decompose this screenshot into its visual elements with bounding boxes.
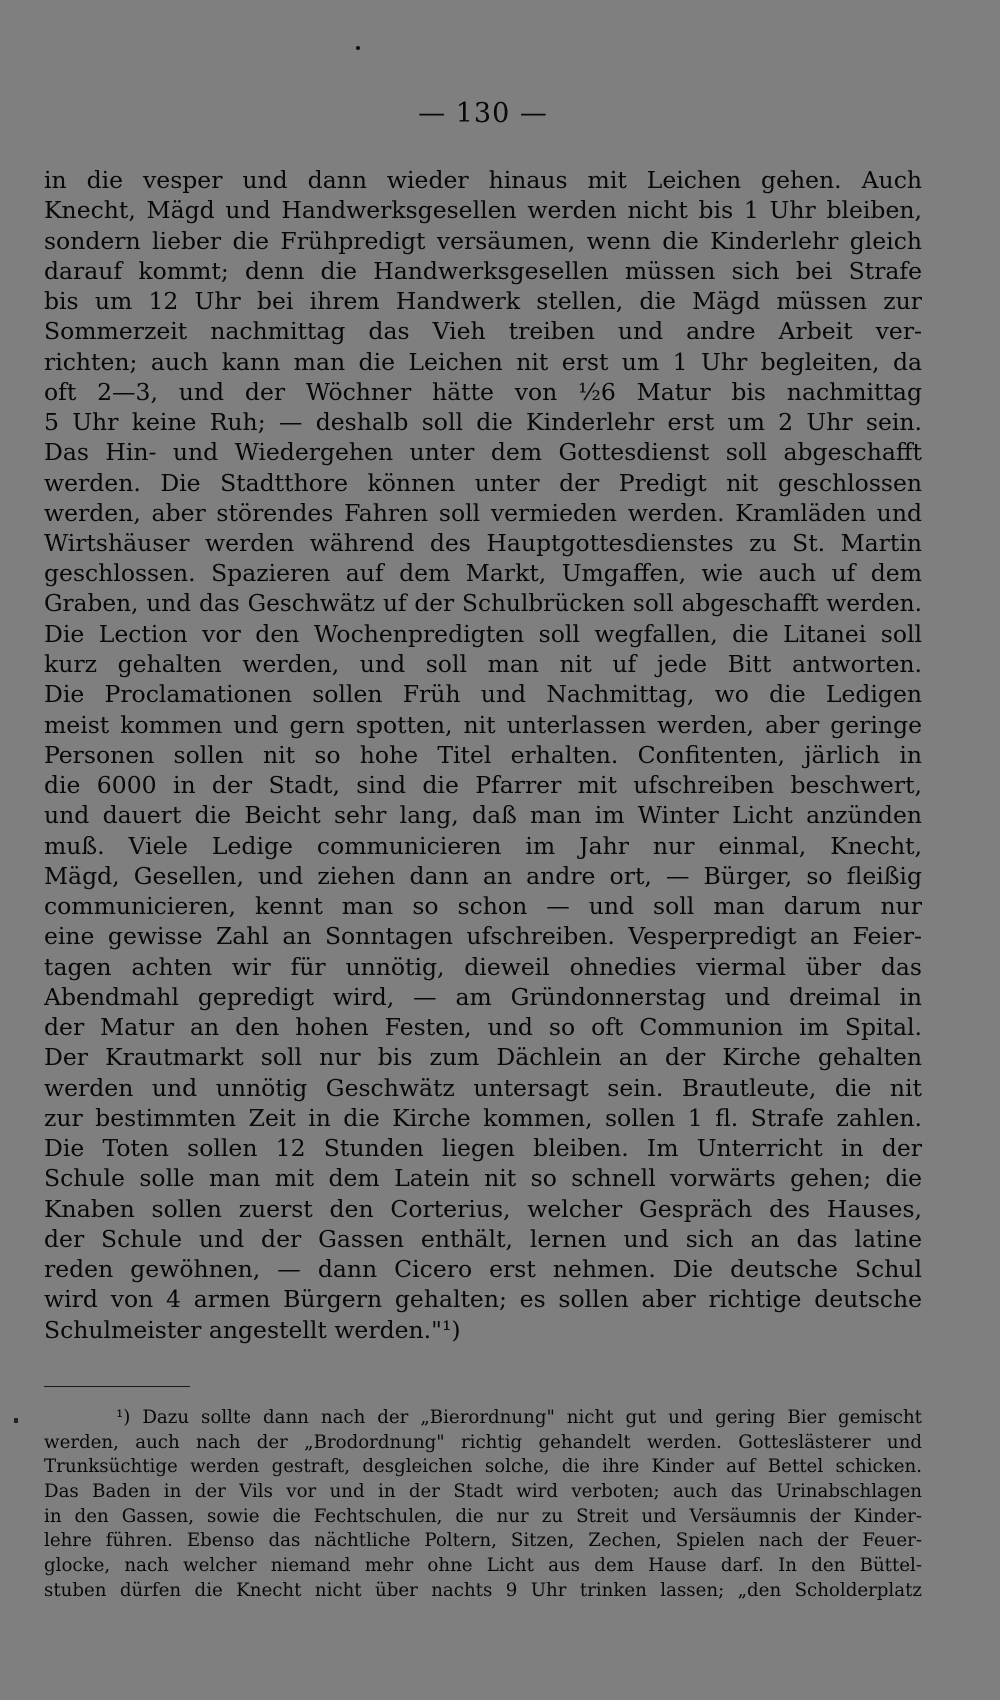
text-line: werden und unnötig Geschwätz untersagt sein. Brautleute, die nit	[44, 1073, 922, 1102]
text-line: Abendmahl gepredigt wird, — am Gründonnerstag und dreimal in	[44, 982, 922, 1011]
footnote-rule	[44, 1386, 190, 1387]
text-line: in die vesper und dann wieder hinaus mit Leichen gehen. Auch	[44, 166, 922, 194]
text-line: Schule solle man mit dem Latein nit so schnell vorwärts gehen; die	[44, 1164, 922, 1193]
text-line: zur bestimmten Zeit in die Kirche kommen, sollen 1 fl. Strafe zahlen.	[44, 1103, 922, 1132]
text-line: reden gewöhnen, — dann Cicero erst nehmen. Die deutsche Schul	[44, 1255, 922, 1283]
body-text	[44, 165, 922, 1345]
text-line: eine gewisse Zahl an Sonntagen ufschreiben. Vesperpredigt an Feier-	[44, 922, 922, 951]
text-line: Die Lection vor den Wochenpredigten soll wegfallen, die Litanei soll	[44, 619, 922, 648]
text-line: tagen achten wir für unnötig, dieweil ohnedies viermal über das	[44, 952, 922, 981]
text-line: kurz gehalten werden, und soll man nit uf jede Bitt antworten.	[44, 650, 922, 678]
text-line: Knecht, Mägd und Handwerksgesellen werden nicht bis 1 Uhr bleiben,	[44, 196, 922, 225]
text-line: Knaben sollen zuerst den Corterius, welcher Gespräch des Hauses,	[44, 1194, 922, 1223]
text-line: bis um 12 Uhr bei ihrem Handwerk stellen, die Mägd müssen zur	[44, 287, 922, 315]
text-line: communicieren, kennt man so schon — und soll man darum nur	[44, 892, 922, 920]
text-line: Graben, und das Geschwätz uf der Schulbrücken soll abgeschafft werden.	[44, 589, 922, 617]
text-line: meist kommen und gern spotten, nit unterlassen werden, aber geringe	[44, 710, 922, 739]
footnote-line: werden, auch nach der „Brodordnung" richtig gehandelt werden. Gotteslästerer und	[44, 1431, 922, 1453]
text-line: darauf kommt; denn die Handwerksgesellen müssen sich bei Strafe	[44, 256, 922, 285]
text-line: richten; auch kann man die Leichen nit erst um 1 Uhr begleiten, da	[44, 347, 922, 376]
text-line: wird von 4 armen Bürgern gehalten; es sollen aber richtige deutsche	[44, 1285, 922, 1314]
text-line: und dauert die Beicht sehr lang, daß man im Winter Licht anzünden	[44, 801, 922, 830]
text-line: Das Hin- und Wiedergehen unter dem Gottesdienst soll abgeschafft	[44, 438, 922, 467]
text-line: Die Proclamationen sollen Früh und Nachmittag, wo die Ledigen	[44, 680, 922, 709]
text-line: Sommerzeit nachmittag das Vieh treiben und andre Arbeit ver-	[44, 317, 922, 346]
text-line: muß. Viele Ledige communicieren im Jahr nur einmal, Knecht,	[44, 831, 922, 860]
footnote-line: stuben dürfen die Knecht nicht über nachts 9 Uhr trinken lassen; „den Scholderplatz	[44, 1579, 922, 1601]
footnote-line: Das Baden in der Vils vor und in der Stadt wird verboten; auch das Urinabschlagen	[44, 1481, 922, 1503]
page-number: — 130 —	[418, 98, 548, 129]
text-line: werden. Die Stadtthore können unter der Predigt nit geschlossen	[44, 468, 922, 497]
footnote-line: glocke, nach welcher niemand mehr ohne Licht aus dem Hause darf. In den Büttel-	[44, 1555, 922, 1577]
footnote	[44, 1406, 922, 1604]
ink-speck	[356, 46, 360, 50]
text-line: der Matur an den hohen Festen, und so oft Communion im Spital.	[44, 1013, 922, 1041]
footnote-line: lehre führen. Ebenso das nächtliche Poltern, Sitzen, Zechen, Spielen nach der Feuer-	[44, 1530, 922, 1552]
text-line: Personen sollen nit so hohe Titel erhalten. Confitenten, järlich in	[44, 740, 922, 769]
text-line: Mägd, Gesellen, und ziehen dann an andre ort, — Bürger, so fleißig	[44, 861, 922, 890]
text-line: Der Krautmarkt soll nur bis zum Dächlein an der Kirche gehalten	[44, 1043, 922, 1072]
text-line: oft 2—3, und der Wöchner hätte von ½6 Matur bis nachmittag	[44, 377, 922, 406]
footnote-line: in den Gassen, sowie die Fechtschulen, die nur zu Streit und Versäumnis der Kinder-	[44, 1505, 922, 1527]
text-line: 5 Uhr keine Ruh; — deshalb soll die Kinderlehr erst um 2 Uhr sein.	[44, 408, 922, 436]
text-line: sondern lieber die Frühpredigt versäumen, wenn die Kinderlehr gleich	[44, 226, 922, 255]
text-line: Wirtshäuser werden während des Hauptgottesdienstes zu St. Martin	[44, 529, 922, 557]
text-line: geschlossen. Spazieren auf dem Markt, Umgaffen, wie auch uf dem	[44, 559, 922, 588]
ink-speck	[14, 1418, 18, 1423]
text-line: Die Toten sollen 12 Stunden liegen bleiben. Im Unterricht in der	[44, 1134, 922, 1162]
text-line: werden, aber störendes Fahren soll vermieden werden. Kramläden und	[44, 498, 922, 527]
text-line: Schulmeister angestellt werden."¹)	[44, 1315, 461, 1344]
text-line: der Schule und der Gassen enthält, lernen und sich an das latine	[44, 1224, 922, 1253]
footnote-line: ¹) Dazu sollte dann nach der „Bierordnung" nicht gut und gering Bier gemischt	[116, 1407, 922, 1428]
footnote-line: Trunksüchtige werden gestraft, desgleichen solche, die ihre Kinder auf Bettel schicken.	[44, 1456, 922, 1478]
text-line: die 6000 in der Stadt, sind die Pfarrer mit ufschreiben beschwert,	[44, 771, 922, 799]
